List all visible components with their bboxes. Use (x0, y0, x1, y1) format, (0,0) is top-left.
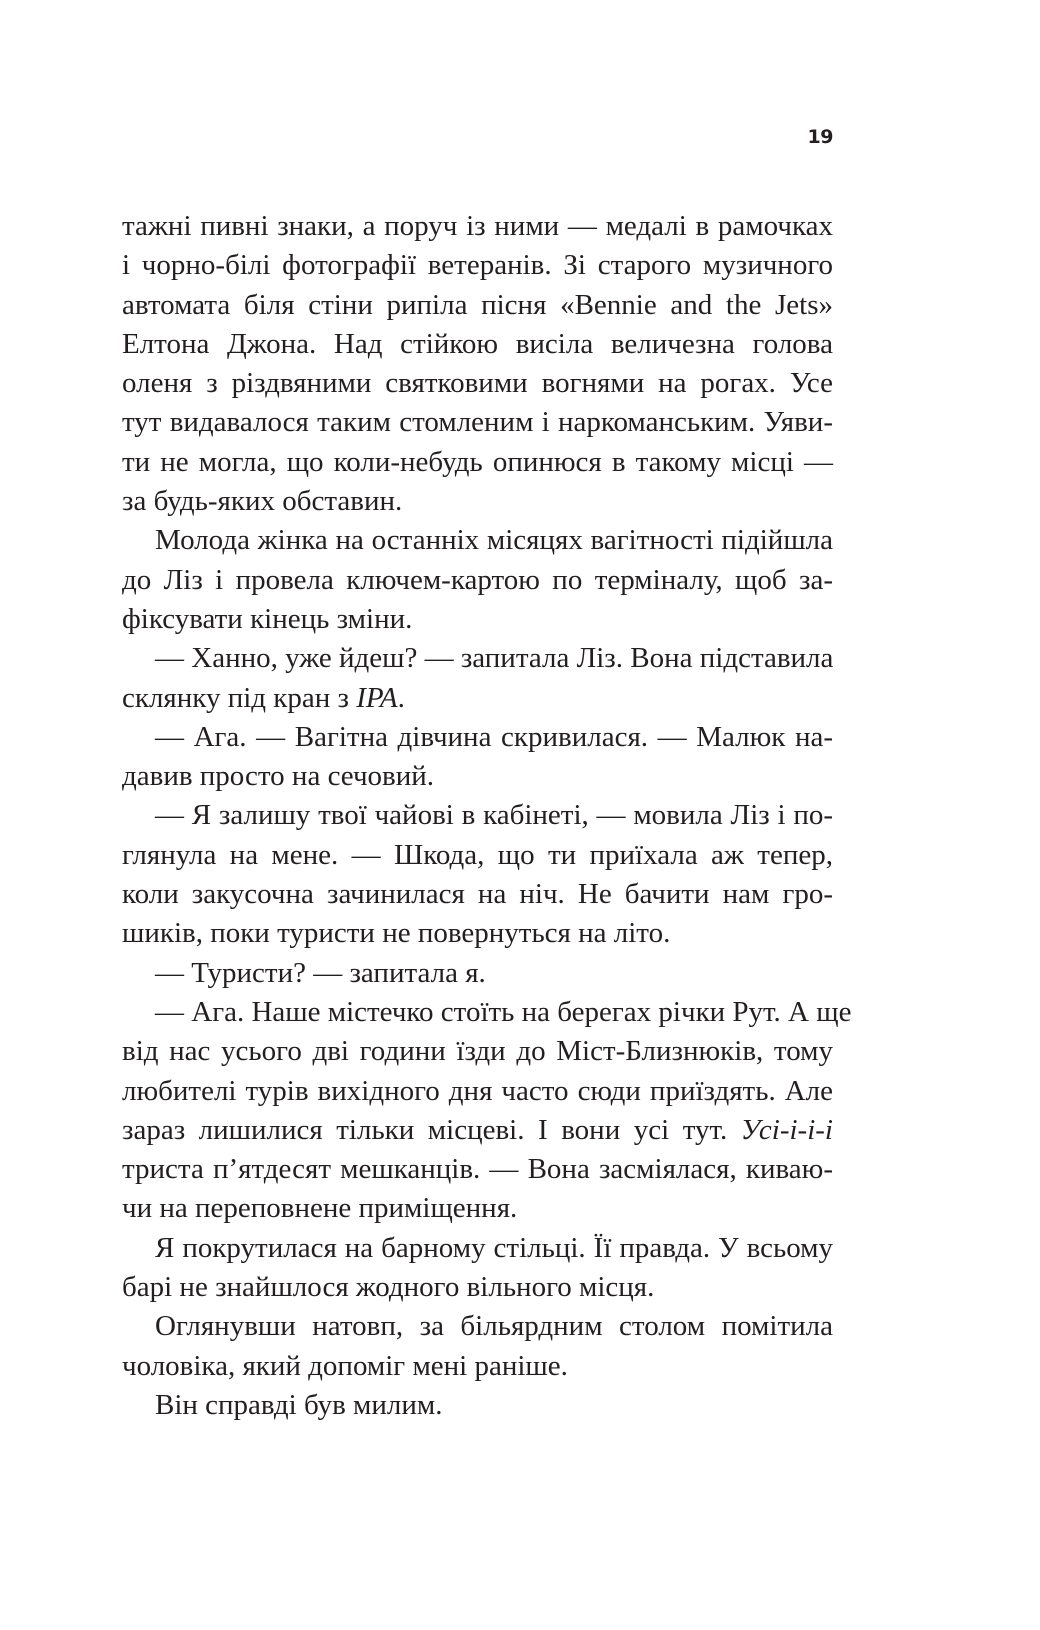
text-line: давив просто на сечовий. (122, 760, 435, 793)
text-line: ти не могла, що коли-небудь опинюся в такому місці — (122, 445, 833, 478)
text-line: автомата біля стіни рипіла пісня «Bennie and the Jets» (122, 288, 833, 321)
text-line: Елтона Джона. Над стійкою висіла величезна голова (122, 327, 833, 360)
italic-usi: Усі-і-і-і (740, 1113, 833, 1146)
text-line (122, 679, 833, 718)
text-line: триста п’ятдесят мешканців. — Вона засміялася, киваю- (122, 1153, 833, 1186)
text-line: тут видавалося таким стомленим і наркоманським. Уяви- (122, 406, 833, 439)
text-line: Оглянувши натовп, за більярдним столом помітила (155, 1310, 833, 1343)
text-line: любителі турів вихідного дня часто сюди приїздять. Але (122, 1074, 833, 1107)
text-line-segment: . (397, 681, 405, 714)
text-line: за будь-яких обставин. (122, 485, 403, 518)
text-line: Я покрутилася на барному стільці. Її правда. У всьому (155, 1231, 833, 1264)
text-line-segment: склянку під кран з (122, 681, 357, 714)
text-line: фіксувати кінець зміни. (122, 602, 413, 635)
text-line: — Туристи? — запитала я. (155, 956, 486, 989)
text-line: від нас усього дві години їзди до Міст-Близнюків, тому (122, 1035, 833, 1068)
text-line (122, 1111, 833, 1150)
body-text (122, 207, 852, 1425)
text-line: і чорно-білі фотографії ветеранів. Зі старого музичного (122, 249, 833, 282)
text-line: коли закусочна зачинилася на ніч. Не бачити нам гро- (122, 878, 833, 911)
page-number: 19 (807, 126, 833, 148)
text-line: до Ліз і провела ключем-картою по терміналу, щоб за- (122, 563, 833, 596)
text-line: Він справді був милим. (155, 1388, 443, 1421)
text-line-segment: зараз лишилися тільки місцеві. І вони усі тут. (122, 1113, 741, 1146)
italic-ipa: IPA (356, 681, 398, 714)
text-line: чоловіка, який допоміг мені раніше. (122, 1349, 568, 1382)
text-line: оленя з різдвяними святковими вогнями на рогах. Усе (122, 367, 833, 400)
text-line: — Ага. — Вагітна дівчина скривилася. — Малюк на- (155, 720, 833, 753)
text-line: — Ханно, уже йдеш? — запитала Ліз. Вона підставила (155, 642, 834, 675)
text-line: — Ага. Наше містечко стоїть на берегах річки Рут. А ще (155, 995, 852, 1028)
text-line: барі не знайшлося жодного вільного місця. (122, 1271, 655, 1304)
text-line: Молода жінка на останніх місяцях вагітності підійшла (155, 524, 833, 557)
text-line: тажні пивні знаки, а поруч із ними — медалі в рамочках (122, 210, 833, 242)
text-line: глянула на мене. — Шкода, що ти приїхала аж тепер, (122, 838, 833, 871)
text-line: — Я залишу твої чайові в кабінеті, — мовила Ліз і по- (155, 799, 833, 832)
text-line: чи на переповнене приміщення. (122, 1192, 518, 1225)
text-line: шиків, поки туристи не повернуться на літо. (122, 917, 671, 950)
